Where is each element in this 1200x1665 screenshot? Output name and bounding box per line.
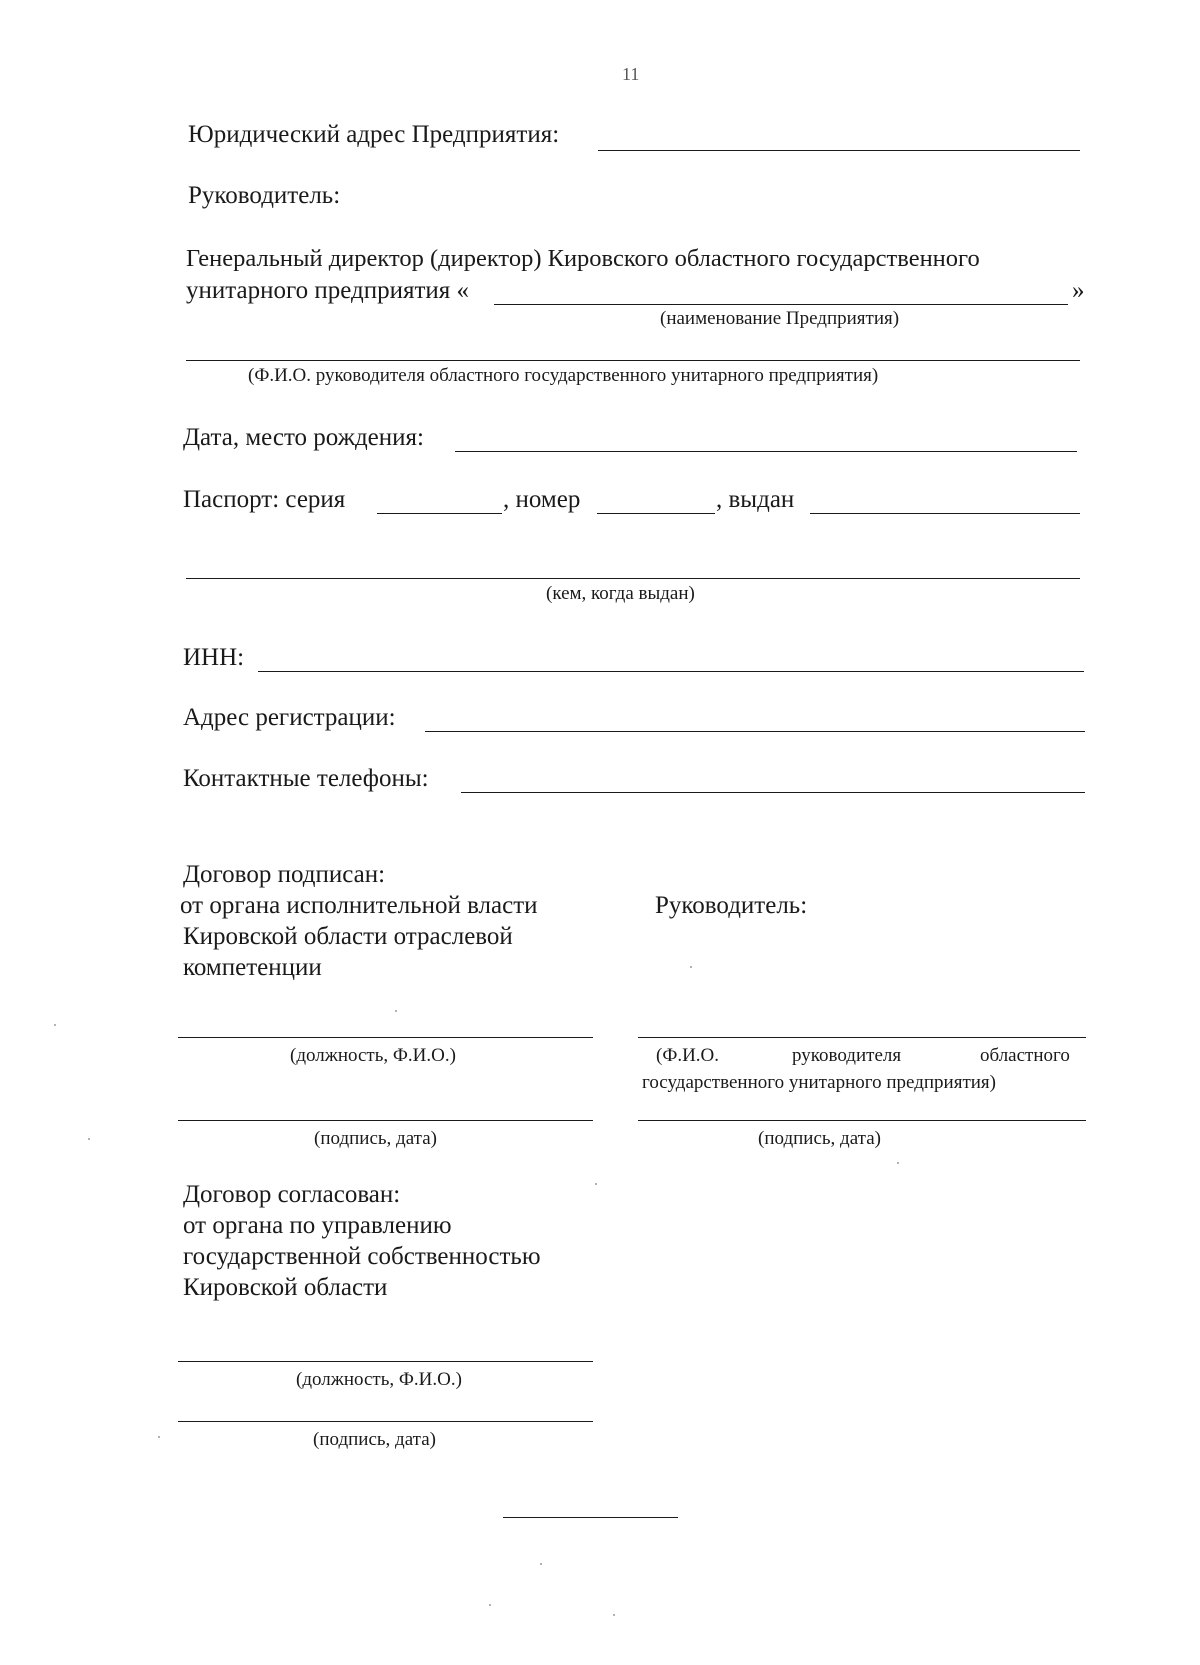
agreed-signature-field[interactable] [178, 1421, 593, 1422]
passport-issued-line2[interactable] [186, 578, 1080, 579]
head-signature-caption-1b: руководителя [792, 1045, 902, 1066]
page-number: 11 [622, 64, 640, 84]
passport-issued-field[interactable] [810, 513, 1080, 514]
general-director-line2-prefix: унитарного предприятия « [186, 277, 470, 304]
passport-number-label: , номер [503, 486, 581, 513]
passport-series-label: Паспорт: серия [183, 486, 346, 513]
scan-speck [613, 1614, 615, 1616]
head-signature-signature-caption: (подпись, дата) [758, 1128, 881, 1149]
agreed-line1: от органа по управлению [183, 1212, 452, 1239]
inn-label: ИНН: [183, 644, 245, 671]
head-signature-name-field[interactable] [638, 1037, 1086, 1038]
signed-line3: компетенции [183, 954, 322, 981]
passport-issued-label: , выдан [716, 486, 795, 513]
agreed-position-caption: (должность, Ф.И.О.) [296, 1369, 462, 1390]
passport-issued-caption: (кем, когда выдан) [546, 583, 695, 604]
birth-label: Дата, место рождения: [183, 424, 424, 451]
passport-series-field[interactable] [377, 513, 502, 514]
registration-field[interactable] [425, 731, 1085, 732]
scan-speck [897, 1162, 899, 1164]
scan-speck [595, 1183, 597, 1185]
head-signature-caption-2: государственного унитарного предприятия) [642, 1072, 996, 1093]
head-signature-title: Руководитель: [655, 892, 808, 919]
head-signature-caption-1c: областного [980, 1045, 1070, 1066]
head-signature-caption-1a: (Ф.И.О. [656, 1045, 720, 1066]
phones-label: Контактные телефоны: [183, 765, 429, 792]
legal-address-label: Юридический адрес Предприятия: [188, 121, 560, 148]
enterprise-name-caption: (наименование Предприятия) [660, 308, 900, 329]
signed-signature-caption: (подпись, дата) [314, 1128, 437, 1149]
director-name-field[interactable] [186, 360, 1080, 361]
signed-signature-field[interactable] [178, 1120, 593, 1121]
head-label: Руководитель: [188, 182, 341, 209]
closing-separator [503, 1517, 678, 1518]
agreed-position-field[interactable] [178, 1361, 593, 1362]
signed-line1: от органа исполнительной власти [180, 892, 538, 919]
agreed-title: Договор согласован: [183, 1181, 401, 1208]
passport-number-field[interactable] [597, 513, 715, 514]
inn-field[interactable] [258, 671, 1084, 672]
scan-speck [158, 1436, 160, 1438]
enterprise-name-field[interactable] [494, 304, 1068, 305]
phones-field[interactable] [461, 792, 1085, 793]
scan-speck [395, 1010, 397, 1012]
scan-speck [54, 1024, 56, 1026]
agreed-line2: государственной собственностью [183, 1243, 541, 1270]
general-director-line2-suffix: » [1072, 277, 1085, 304]
scan-speck [690, 966, 692, 968]
legal-address-field[interactable] [598, 150, 1080, 151]
scan-speck [489, 1604, 491, 1606]
signed-title: Договор подписан: [183, 861, 386, 888]
head-signature-signature-field[interactable] [638, 1120, 1086, 1121]
signed-line2: Кировской области отраслевой [183, 923, 513, 950]
birth-field[interactable] [455, 451, 1077, 452]
scan-speck [540, 1563, 542, 1565]
registration-label: Адрес регистрации: [183, 704, 396, 731]
signed-position-field[interactable] [178, 1037, 593, 1038]
agreed-signature-caption: (подпись, дата) [313, 1429, 436, 1450]
agreed-line3: Кировской области [183, 1274, 388, 1301]
signed-position-caption: (должность, Ф.И.О.) [290, 1045, 456, 1066]
general-director-line1: Генеральный директор (директор) Кировского областного государственного [186, 245, 980, 272]
scan-speck [88, 1138, 90, 1140]
director-name-caption: (Ф.И.О. руководителя областного государственного унитарного предприятия) [248, 365, 879, 386]
